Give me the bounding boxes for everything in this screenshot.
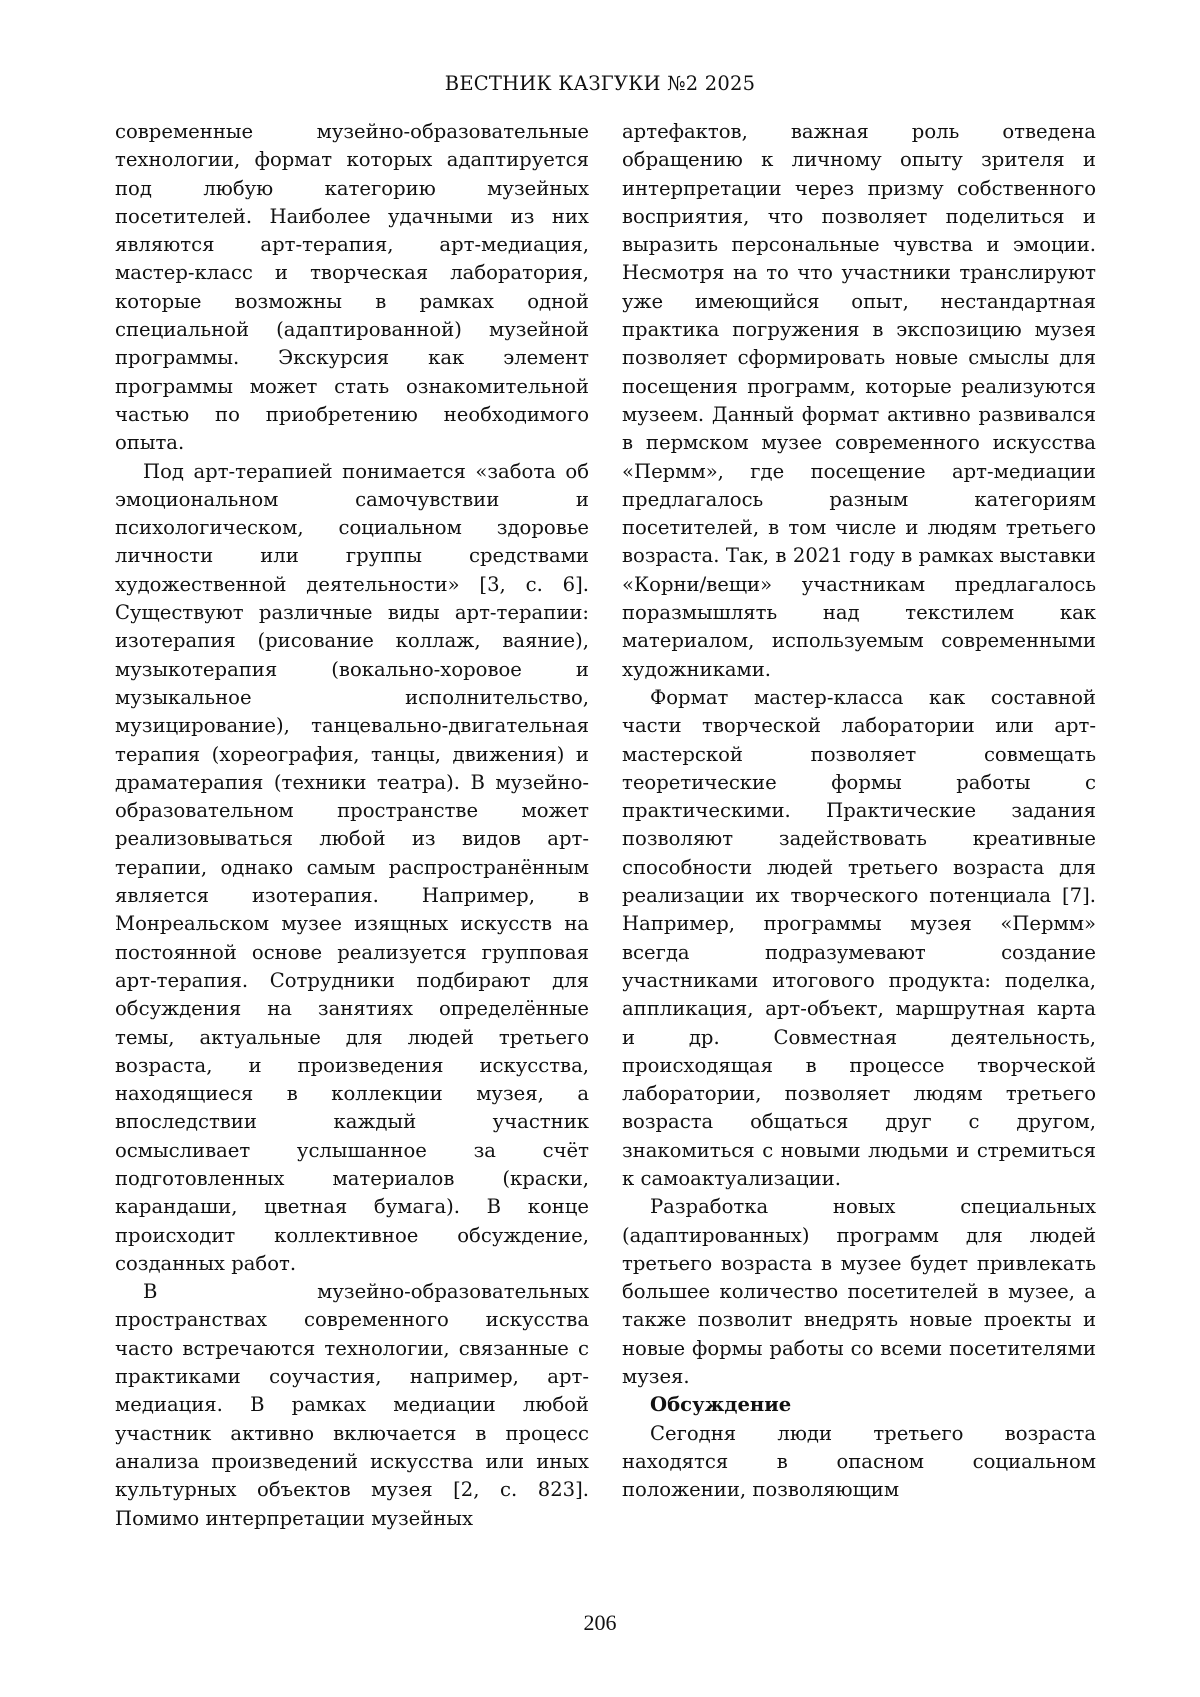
section-heading: Обсуждение: [650, 1393, 792, 1417]
paragraph: современные музейно-образовательные технологии, формат которых адаптируется под любую категорию музейных посетителей. Наиболее удачными из них являются арт-терапия, арт-медиация, мастер-класс и творческая лаборатория, которые возможны в рамках одной специальной (адаптированной) музейной программы. Экскурсия как элемент программы может стать ознакомительной частью по приобретению необходимого опыта.: [115, 120, 589, 455]
paragraph: Сегодня люди третьего возраста находятся в опасном социальном положении, позволяющим: [622, 1421, 1096, 1502]
paragraph: Формат мастер-класса как составной части творческой лаборатории или арт-мастерской позволяет совмещать теоретические формы работы с практическими. Практические задания позволяют задействовать креативные способности людей третьего возраста для реализации их творческого потенциала [7]. Например, программы музея «Пермм» всегда подразумевают создание участниками итогового продукта: поделка, аппликация, арт-объект, маршрутная карта и др. Совместная деятельность, происходящая в процессе творческой лаборатории, позволяет людям третьего возраста общаться друг с другом, знакомиться с новыми людьми и стремиться к самоактуализации.: [622, 685, 1096, 1190]
paragraph: Разработка новых специальных (адаптированных) программ для людей третьего возраста в музее будет привлекать большее количество посетителей в музее, а также позволит внедрять новые проекты и новые формы работы со всеми посетителями музея.: [622, 1195, 1096, 1389]
page-number: 206: [583, 1610, 617, 1635]
paragraph: В музейно-образовательных пространствах современного искусства часто встречаются технологии, связанные с практиками соучастия, например, арт-медиация. В рамках медиации любой участник активно включается в процесс анализа произведений искусства или иных культурных объектов музея [2, с. 823]. Помимо интерпретации музейных: [115, 1280, 589, 1530]
left-column: [115, 118, 589, 1533]
journal-header: ВЕСТНИК КАЗГУКИ №2 2025: [444, 72, 756, 95]
paragraph: артефактов, важная роль отведена обращению к личному опыту зрителя и интерпретации через призму собственного восприятия, что позволяет поделиться и выразить персональные чувства и эмоции. Несмотря на то что участники транслируют уже имеющийся опыт, нестандартная практика погружения в экспозицию музея позволяет сформировать новые смыслы для посещения программ, которые реализуются музеем. Данный формат активно развивался в пермском музее современного искусства «Пермм», где посещение арт-медиации предлагалось разным категориям посетителей, в том числе и людям третьего возраста. Так, в 2021 году в рамках выставки «Корни/вещи» участникам предлагалось поразмышлять над текстилем как материалом, используемым современными художниками.: [622, 120, 1096, 681]
right-column: [622, 118, 1096, 1505]
paragraph: Под арт-терапией понимается «забота об эмоциональном самочувствии и психологическом, социальном здоровье личности или группы средствами художественной деятельности» [3, с. 6]. Существуют различные виды арт-терапии: изотерапия (рисование коллаж, ваяние), музыкотерапия (вокально-хоровое и музыкальное исполнительство, музицирование), танцевально-двигательная терапия (хореография, танцы, движения) и драматерапия (техники театра). В музейно-образовательном пространстве может реализовываться любой из видов арт-терапии, однако самым распространённым является изотерапия. Например, в Монреальском музее изящных искусств на постоянной основе реализуется групповая арт-терапия. Сотрудники подбирают для обсуждения на занятиях определённые темы, актуальные для людей третьего возраста, и произведения искусства, находящиеся в коллекции музея, а впоследствии каждый участник осмысливает услышанное за счёт подготовленных материалов (краски, карандаши, цветная бумага). В конце происходит коллективное обсуждение, созданных работ.: [115, 459, 589, 1275]
